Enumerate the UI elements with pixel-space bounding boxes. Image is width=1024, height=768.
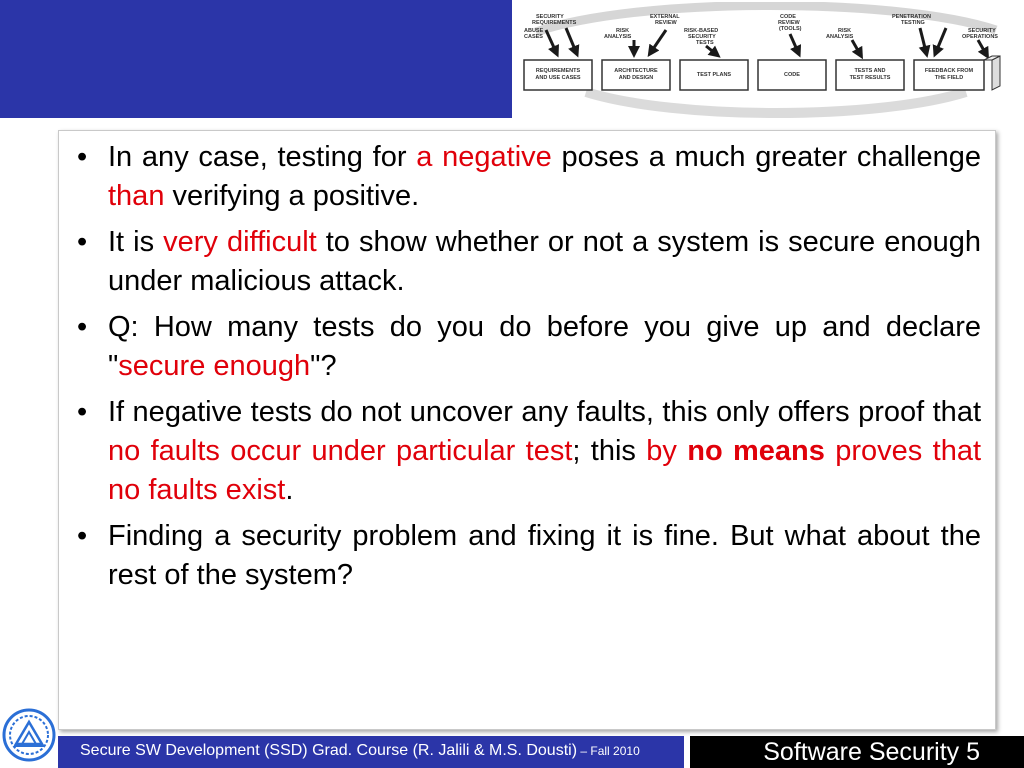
footer-term: – Fall 2010 <box>577 744 640 758</box>
bullet-text-segment: by <box>646 435 688 467</box>
bullet-text-segment: no means <box>687 435 825 467</box>
bullet-text-segment: verifying a positive. <box>164 180 420 212</box>
box-label-tests-and: TESTS AND <box>854 68 886 74</box>
bullet-text-segment: "? <box>310 350 337 382</box>
bullet-dot-icon: • <box>77 226 88 258</box>
diagram-label-operations: OPERATIONS <box>962 34 998 40</box>
slide-number-label: Software Security 5 <box>763 738 980 766</box>
bullet-text-segment: It is <box>108 226 164 258</box>
bullet-text-segment: In any case, testing for <box>108 141 417 173</box>
bullet-item <box>77 308 981 386</box>
bullet-text-segment: Finding a security problem and fixing it is fine. But what about the rest of the system? <box>108 520 981 591</box>
diagram-label-risk-based: RISK-BASED <box>684 28 719 34</box>
bullet-item <box>77 393 981 510</box>
bullet-text-segment: Q: How many tests do you do before you give up and declare " <box>108 311 981 382</box>
diagram-label-code-review: REVIEW <box>778 20 800 26</box>
bullet-text-segment: ; this <box>572 435 647 467</box>
header-band <box>0 0 512 118</box>
bullet-dot-icon: • <box>77 396 88 428</box>
bullet-text-segment: If negative tests do not uncover any faults, this only offers proof that <box>108 396 981 428</box>
footer-paren: ) <box>571 742 578 759</box>
bullet-item <box>77 223 981 301</box>
box-label-design: AND DESIGN <box>618 75 654 81</box>
diagram-label-code: CODE <box>780 14 796 20</box>
bottom-swoosh <box>586 92 966 113</box>
bullet-text-segment: proves that no faults exist <box>108 435 982 506</box>
security-touchpoints-diagram <box>516 2 1024 118</box>
box-label-field: THE FIELD <box>934 75 964 81</box>
diagram-label-requirements: REQUIREMENTS <box>532 20 577 26</box>
bullet-dot-icon: • <box>77 311 88 343</box>
box-label-architecture: ARCHITECTURE <box>614 68 658 74</box>
bullet-list <box>59 131 995 595</box>
diagram-label-analysis-2: ANALYSIS <box>826 34 854 40</box>
box-label-test-plans: TEST PLANS <box>696 72 732 78</box>
diagram-label-security: SECURITY <box>536 14 564 20</box>
bullet-text-segment: poses a much greater challenge <box>551 141 982 173</box>
university-logo-icon <box>2 708 56 762</box>
diagram-label-penetration: PENETRATION <box>892 14 932 20</box>
diagram-label-testing: TESTING <box>901 20 925 26</box>
diagram-label-review: REVIEW <box>655 20 677 26</box>
diagram-label-abuse: ABUSE <box>524 28 544 34</box>
footer-course-text <box>80 742 640 760</box>
box-label-feedback: FEEDBACK FROM <box>924 68 974 74</box>
diagram-label-tools: (TOOLS) <box>779 26 802 32</box>
diagram-label-cases: CASES <box>524 34 543 40</box>
diagram-label-analysis-1: ANALYSIS <box>604 34 632 40</box>
diagram-label-security-tests: SECURITY <box>688 34 716 40</box>
bullet-dot-icon: • <box>77 141 88 173</box>
bullet-text-segment: no faults occur under particular test <box>108 435 573 467</box>
footer-course-title: Secure SW Development (SSD) Grad. Course (R. Jalili & M.S. Dousti <box>80 742 572 759</box>
footer-bar <box>58 736 684 768</box>
bullet-item <box>77 517 981 595</box>
diagram-graphic <box>516 2 1024 118</box>
box-label-code: CODE <box>784 72 800 78</box>
bullet-dot-icon: • <box>77 520 88 552</box>
bullet-text-segment: . <box>285 474 294 506</box>
bullet-text-segment: to show whether or not a system is secure enough under malicious attack. <box>108 226 981 297</box>
diagram-label-security-ops: SECURITY <box>968 28 996 34</box>
diagram-label-risk-2: RISK <box>838 28 852 34</box>
diagram-arrows <box>546 28 986 54</box>
box-label-use-cases: AND USE CASES <box>535 75 581 81</box>
box-label-requirements: REQUIREMENTS <box>535 68 581 74</box>
bullet-text-segment: secure enough <box>118 350 311 382</box>
bullet-item <box>77 138 981 216</box>
diagram-label-external: EXTERNAL <box>650 14 680 20</box>
diagram-label-tests: TESTS <box>696 40 714 46</box>
box-label-test-results: TEST RESULTS <box>849 75 891 81</box>
bullet-text-segment: a negative <box>416 141 552 173</box>
footer-slide-label-box <box>690 736 1024 768</box>
bullet-text-segment: very difficult <box>163 226 317 258</box>
slide-content-box <box>58 130 996 730</box>
bullet-text-segment: than <box>108 180 165 212</box>
diagram-label-risk-1: RISK <box>616 28 630 34</box>
